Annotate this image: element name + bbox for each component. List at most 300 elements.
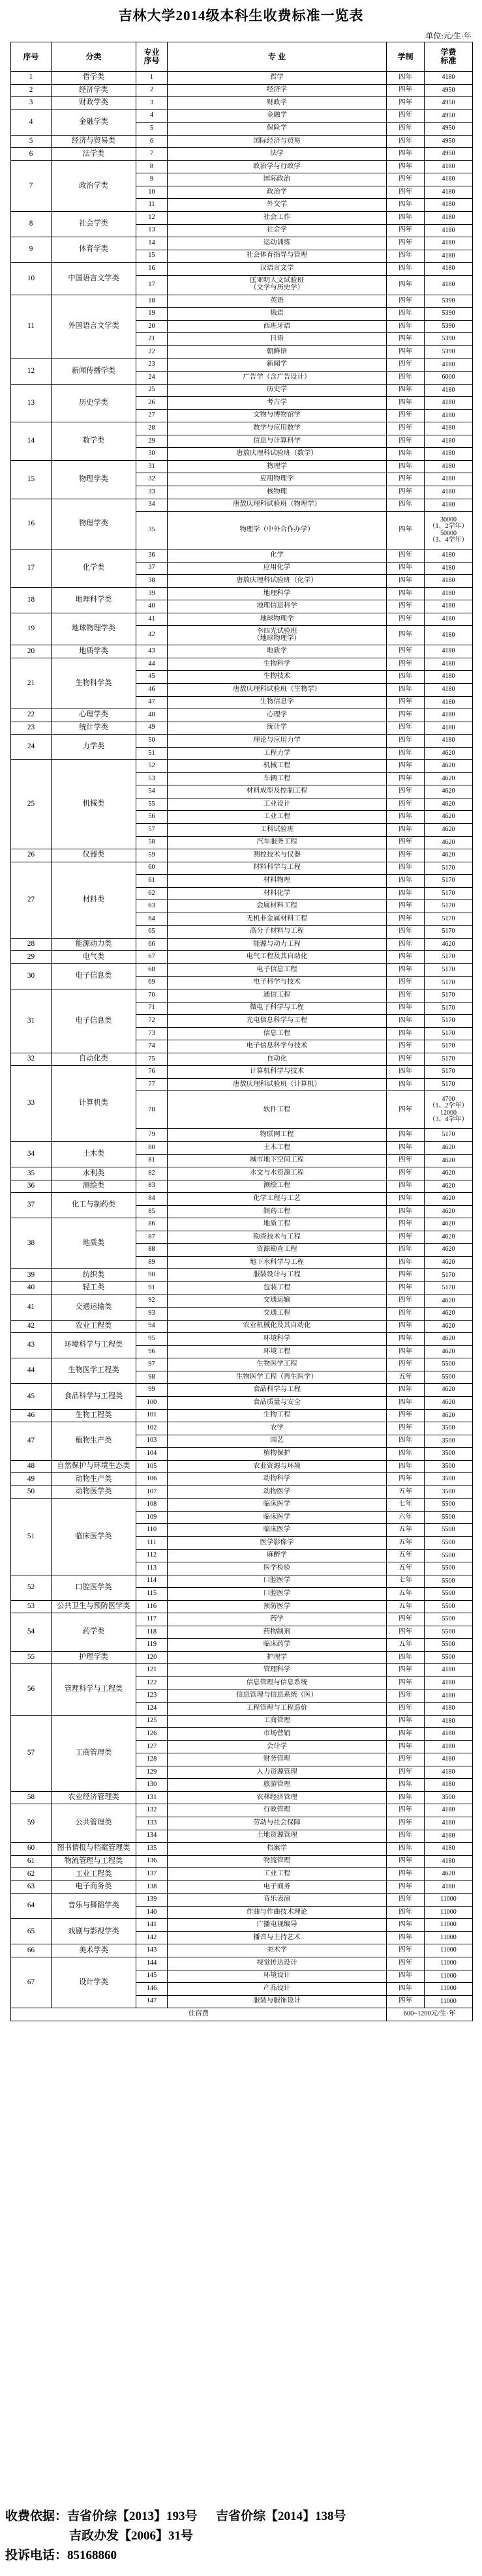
major-years: 四年 (387, 250, 425, 263)
table-body (11, 72, 473, 2021)
major-years: 四年 (387, 1078, 425, 1091)
table-row (11, 1651, 473, 1664)
table-row (11, 735, 473, 748)
major-years: 四年 (387, 345, 425, 359)
major-fee: 4180 (425, 613, 473, 626)
major-name: 工业设计 (168, 798, 387, 811)
major-no: 54 (136, 785, 168, 798)
major-no: 98 (136, 1371, 168, 1384)
table-row (11, 212, 473, 225)
major-years: 四年 (387, 448, 425, 461)
category-seq: 33 (11, 1066, 52, 1142)
major-name: 唐敖庆理科试验班（物理学） (168, 499, 387, 512)
major-years: 四年 (387, 295, 425, 308)
major-name: 信息工程 (168, 1027, 387, 1040)
table-row (11, 1804, 473, 1817)
major-years: 四年 (387, 1409, 425, 1422)
category-seq: 31 (11, 989, 52, 1053)
major-fee: 4180 (425, 275, 473, 295)
major-name: 麻醉学 (168, 1549, 387, 1562)
table-row (11, 148, 473, 161)
major-name: 汽车服务工程 (168, 836, 387, 849)
major-years: 四年 (387, 1855, 425, 1868)
major-no: 29 (136, 435, 168, 448)
major-name: 临床药学 (168, 1639, 387, 1652)
major-no: 103 (136, 1435, 168, 1448)
major-fee: 4620 (425, 1320, 473, 1333)
table-row (11, 84, 473, 97)
major-fee: 5500 (425, 1600, 473, 1613)
major-fee: 4620 (425, 772, 473, 785)
table-row (11, 1384, 473, 1397)
major-years: 四年 (387, 1053, 425, 1066)
major-name: 劳动与社会保障 (168, 1817, 387, 1830)
category-seq: 37 (11, 1193, 52, 1218)
major-no: 100 (136, 1396, 168, 1409)
major-name: 园艺 (168, 1435, 387, 1448)
major-fee: 4950 (425, 97, 473, 110)
major-years: 四年 (387, 1333, 425, 1346)
category-name: 历史学类 (52, 384, 136, 422)
major-years: 五年 (387, 1588, 425, 1601)
major-fee: 5170 (425, 1282, 473, 1295)
major-no: 87 (136, 1231, 168, 1244)
major-name: 作曲与作曲技术理论 (168, 1906, 387, 1919)
table-row (11, 1791, 473, 1804)
major-years: 四年 (387, 1015, 425, 1028)
table-row (11, 460, 473, 473)
major-no: 105 (136, 1460, 168, 1473)
category-seq: 65 (11, 1919, 52, 1944)
table-row (11, 1894, 473, 1907)
major-no: 34 (136, 499, 168, 512)
major-years: 四年 (387, 926, 425, 939)
major-years: 四年 (387, 1269, 425, 1282)
major-fee: 5500 (425, 1575, 473, 1588)
category-name: 自动化类 (52, 1053, 136, 1066)
major-name: 生物技术 (168, 671, 387, 684)
major-name: 食品质量与安全 (168, 1396, 387, 1409)
major-name: 新闻学 (168, 359, 387, 372)
major-no: 95 (136, 1333, 168, 1346)
major-fee: 4950 (425, 135, 473, 148)
major-name: 物联网工程 (168, 1129, 387, 1142)
major-no: 21 (136, 333, 168, 346)
table-row (11, 422, 473, 435)
table-row (11, 964, 473, 977)
major-fee: 11000 (425, 1894, 473, 1907)
major-years: 五年 (387, 1486, 425, 1499)
major-no: 94 (136, 1320, 168, 1333)
major-years: 七年 (387, 1575, 425, 1588)
category-seq: 47 (11, 1422, 52, 1461)
major-fee: 4620 (425, 1244, 473, 1257)
major-name: 动物医学 (168, 1486, 387, 1499)
major-fee: 4620 (425, 1868, 473, 1881)
category-seq: 7 (11, 160, 52, 211)
category-seq: 32 (11, 1053, 52, 1066)
category-seq: 15 (11, 460, 52, 499)
major-no: 122 (136, 1676, 168, 1690)
major-years: 四年 (387, 422, 425, 435)
table-row (11, 645, 473, 658)
major-no: 71 (136, 1002, 168, 1015)
major-fee: 5500 (425, 1613, 473, 1626)
major-no: 131 (136, 1791, 168, 1804)
major-fee: 5170 (425, 862, 473, 875)
major-fee: 4180 (425, 1881, 473, 1894)
major-name: 财政学 (168, 97, 387, 110)
major-name: 工业工程 (168, 811, 387, 824)
major-no: 13 (136, 224, 168, 237)
major-fee: 4180 (425, 549, 473, 563)
category-name: 能源动力类 (52, 938, 136, 951)
major-fee: 4180 (425, 224, 473, 237)
major-years: 四年 (387, 1715, 425, 1728)
major-name: 地理信息科学 (168, 600, 387, 613)
major-name: 信息管理与信息系统（医） (168, 1690, 387, 1703)
category-seq: 23 (11, 722, 52, 735)
major-no: 99 (136, 1384, 168, 1397)
major-fee: 5500 (425, 1511, 473, 1524)
header-seq: 序号 (11, 42, 52, 72)
major-years: 四年 (387, 1167, 425, 1180)
major-years: 四年 (387, 384, 425, 397)
major-years: 四年 (387, 785, 425, 798)
category-name: 中国语言文学类 (52, 263, 136, 295)
category-name: 地理科学类 (52, 587, 136, 613)
major-years: 四年 (387, 575, 425, 588)
major-name: 农业资源与环境 (168, 1460, 387, 1473)
major-no: 62 (136, 887, 168, 900)
major-years: 五年 (387, 1371, 425, 1384)
category-name: 计算机类 (52, 1066, 136, 1142)
category-name: 哲学类 (52, 72, 136, 85)
major-fee: 11000 (425, 1931, 473, 1944)
major-fee: 4180 (425, 1664, 473, 1677)
category-name: 力学类 (52, 735, 136, 760)
major-years: 四年 (387, 1894, 425, 1907)
category-name: 金融学类 (52, 110, 136, 135)
major-fee: 5170 (425, 1078, 473, 1091)
major-fee: 4180 (425, 460, 473, 473)
major-fee: 11000 (425, 1944, 473, 1957)
category-name: 工业工程类 (52, 1868, 136, 1881)
major-no: 23 (136, 359, 168, 372)
table-row (11, 658, 473, 671)
major-no: 18 (136, 295, 168, 308)
major-years: 四年 (387, 1435, 425, 1448)
major-years: 四年 (387, 333, 425, 346)
major-fee: 4180 (425, 422, 473, 435)
major-name: 药学 (168, 1613, 387, 1626)
category-seq: 18 (11, 587, 52, 613)
table-row (11, 1944, 473, 1957)
major-years: 四年 (387, 626, 425, 645)
category-seq: 45 (11, 1384, 52, 1409)
major-years: 五年 (387, 1524, 425, 1537)
major-years: 四年 (387, 709, 425, 722)
table-row (11, 1843, 473, 1856)
major-years: 四年 (387, 683, 425, 696)
major-name: 国际政治 (168, 173, 387, 186)
major-name: 材料成型及控制工程 (168, 785, 387, 798)
major-no: 25 (136, 384, 168, 397)
major-years: 四年 (387, 1690, 425, 1703)
major-no: 77 (136, 1078, 168, 1091)
major-no: 16 (136, 263, 168, 276)
category-name: 数学类 (52, 422, 136, 461)
complaint-phone: 投诉电话：85168860 (5, 2549, 117, 2562)
table-row (11, 263, 473, 276)
major-no: 50 (136, 735, 168, 748)
table-row (11, 1193, 473, 1206)
major-name: 临床医学 (168, 1499, 387, 1512)
major-fee: 5500 (425, 1499, 473, 1512)
major-fee: 4180 (425, 575, 473, 588)
major-years: 四年 (387, 862, 425, 875)
major-years: 四年 (387, 224, 425, 237)
major-years: 四年 (387, 1473, 425, 1486)
major-fee: 4620 (425, 1256, 473, 1269)
major-fee: 5170 (425, 989, 473, 1003)
major-years: 四年 (387, 72, 425, 85)
major-years: 四年 (387, 1180, 425, 1193)
major-fee: 4180 (425, 1715, 473, 1728)
major-fee: 4620 (425, 836, 473, 849)
category-name: 测绘类 (52, 1180, 136, 1193)
major-name: 高分子材料与工程 (168, 926, 387, 939)
major-fee: 5390 (425, 308, 473, 321)
major-years: 四年 (387, 84, 425, 97)
major-name: 核物理 (168, 486, 387, 499)
category-name: 电子信息类 (52, 989, 136, 1053)
category-seq: 39 (11, 1269, 52, 1282)
major-no: 31 (136, 460, 168, 473)
major-name: 机械工程 (168, 760, 387, 773)
table-row (11, 1613, 473, 1626)
category-seq: 3 (11, 97, 52, 110)
major-no: 96 (136, 1345, 168, 1358)
major-no: 120 (136, 1651, 168, 1664)
major-no: 4 (136, 110, 168, 123)
header-years: 学制 (387, 42, 425, 72)
major-no: 37 (136, 562, 168, 575)
major-no: 30 (136, 448, 168, 461)
table-row (11, 499, 473, 512)
category-seq: 22 (11, 709, 52, 722)
category-seq: 48 (11, 1460, 52, 1473)
major-name: 电子信息工程 (168, 964, 387, 977)
category-seq: 57 (11, 1715, 52, 1791)
major-fee: 4620 (425, 1180, 473, 1193)
major-no: 44 (136, 658, 168, 671)
table-row (11, 1499, 473, 1512)
major-fee: 4180 (425, 1779, 473, 1792)
major-years: 四年 (387, 887, 425, 900)
accommodation-label: 住宿费 (11, 2008, 387, 2021)
category-seq: 54 (11, 1613, 52, 1652)
category-name: 生物工程类 (52, 1409, 136, 1422)
major-fee: 4620 (425, 1333, 473, 1346)
major-name: 哲学 (168, 72, 387, 85)
major-no: 42 (136, 626, 168, 645)
major-no: 61 (136, 875, 168, 888)
category-name: 仪器类 (52, 849, 136, 862)
major-years: 四年 (387, 148, 425, 161)
category-seq: 13 (11, 384, 52, 422)
major-years: 四年 (387, 1843, 425, 1856)
major-no: 133 (136, 1817, 168, 1830)
major-fee: 4620 (425, 1384, 473, 1397)
major-years: 四年 (387, 1664, 425, 1677)
category-seq: 36 (11, 1180, 52, 1193)
major-name: 理论与应用力学 (168, 735, 387, 748)
category-name: 经济学类 (52, 84, 136, 97)
major-no: 121 (136, 1664, 168, 1677)
table-row (11, 1167, 473, 1180)
major-fee: 3500 (425, 1435, 473, 1448)
major-fee: 4180 (425, 696, 473, 709)
category-name: 生物医学工程类 (52, 1358, 136, 1384)
major-no: 32 (136, 473, 168, 486)
major-fee: 4180 (425, 1766, 473, 1779)
major-no: 142 (136, 1931, 168, 1944)
category-name: 水利类 (52, 1167, 136, 1180)
major-no: 82 (136, 1167, 168, 1180)
category-seq: 51 (11, 1499, 52, 1575)
unit-note: 单位:元/生·年 (425, 31, 472, 40)
category-seq: 20 (11, 645, 52, 658)
table-row (11, 849, 473, 862)
major-years: 四年 (387, 1830, 425, 1843)
major-fee: 4620 (425, 760, 473, 773)
category-seq: 61 (11, 1855, 52, 1868)
major-fee: 4180 (425, 1753, 473, 1766)
major-no: 11 (136, 199, 168, 212)
major-no: 75 (136, 1053, 168, 1066)
category-seq: 63 (11, 1881, 52, 1894)
major-fee: 4180 (425, 160, 473, 173)
major-fee: 4180 (425, 626, 473, 645)
major-fee: 3500 (425, 1791, 473, 1804)
major-no: 55 (136, 798, 168, 811)
category-name: 轻工类 (52, 1282, 136, 1295)
table-row (11, 135, 473, 148)
major-name: 医学影像学 (168, 1536, 387, 1549)
major-years: 四年 (387, 1422, 425, 1435)
major-no: 72 (136, 1015, 168, 1028)
category-name: 体育学类 (52, 237, 136, 263)
major-years: 四年 (387, 645, 425, 658)
table-row (11, 1409, 473, 1422)
major-fee: 4180 (425, 683, 473, 696)
table-row (11, 1460, 473, 1473)
major-fee: 4180 (425, 499, 473, 512)
major-name: 匡亚明人文试验班 （文学与历史学） (168, 275, 387, 295)
major-fee: 4180 (425, 1690, 473, 1703)
table-row (11, 1333, 473, 1346)
document-title: 吉林大学2014级本科生收费标准一览表 (118, 8, 364, 23)
major-fee: 3500 (425, 1422, 473, 1435)
category-name: 新闻传播学类 (52, 359, 136, 384)
major-name: 测控技术与仪器 (168, 849, 387, 862)
major-name: 材料化学 (168, 887, 387, 900)
major-years: 四年 (387, 1129, 425, 1142)
major-no: 81 (136, 1154, 168, 1167)
major-years: 四年 (387, 1091, 425, 1129)
major-name: 法学 (168, 148, 387, 161)
table-row (11, 110, 473, 123)
major-years: 四年 (387, 186, 425, 199)
category-name: 设计学类 (52, 1957, 136, 2008)
major-fee: 5500 (425, 1549, 473, 1562)
major-fee: 4180 (425, 671, 473, 684)
major-name: 金融学 (168, 110, 387, 123)
category-seq: 1 (11, 72, 52, 85)
major-fee: 4180 (425, 645, 473, 658)
category-name: 材料类 (52, 862, 136, 938)
major-years: 四年 (387, 263, 425, 276)
table-row (11, 613, 473, 626)
major-years: 四年 (387, 1384, 425, 1397)
category-name: 物流管理与工程类 (52, 1855, 136, 1868)
category-seq: 46 (11, 1409, 52, 1422)
major-no: 139 (136, 1894, 168, 1907)
major-name: 口腔医学 (168, 1575, 387, 1588)
major-years: 四年 (387, 989, 425, 1003)
major-years: 四年 (387, 212, 425, 225)
category-name: 统计学类 (52, 722, 136, 735)
major-name: 物理学（中外合作办学） (168, 512, 387, 549)
category-name: 食品科学与工程类 (52, 1384, 136, 1409)
category-seq: 12 (11, 359, 52, 384)
major-years: 四年 (387, 97, 425, 110)
major-years: 四年 (387, 976, 425, 989)
major-years: 四年 (387, 772, 425, 785)
category-seq: 27 (11, 862, 52, 938)
major-name: 广告学（含广告设计） (168, 372, 387, 385)
category-seq: 50 (11, 1486, 52, 1499)
major-no: 117 (136, 1613, 168, 1626)
category-seq: 49 (11, 1473, 52, 1486)
major-name: 日语 (168, 333, 387, 346)
major-fee: 11000 (425, 1995, 473, 2008)
major-fee: 4620 (425, 938, 473, 951)
major-years: 四年 (387, 1957, 425, 1970)
major-years: 四年 (387, 1066, 425, 1079)
table-row (11, 1855, 473, 1868)
table-row (11, 160, 473, 173)
major-no: 38 (136, 575, 168, 588)
table-row (11, 1957, 473, 1970)
major-fee: 5170 (425, 875, 473, 888)
category-name: 地球物理学类 (52, 613, 136, 645)
table-row (11, 72, 473, 85)
major-fee: 5170 (425, 951, 473, 964)
major-years: 四年 (387, 900, 425, 913)
major-name: 会计学 (168, 1740, 387, 1753)
major-no: 136 (136, 1855, 168, 1868)
major-fee: 5390 (425, 295, 473, 308)
category-name: 工商管理类 (52, 1715, 136, 1791)
major-years: 四年 (387, 499, 425, 512)
major-years: 四年 (387, 823, 425, 836)
major-name: 城市地下空间工程 (168, 1154, 387, 1167)
major-no: 53 (136, 772, 168, 785)
major-name: 文物与博物馆学 (168, 409, 387, 422)
major-years: 四年 (387, 1906, 425, 1919)
